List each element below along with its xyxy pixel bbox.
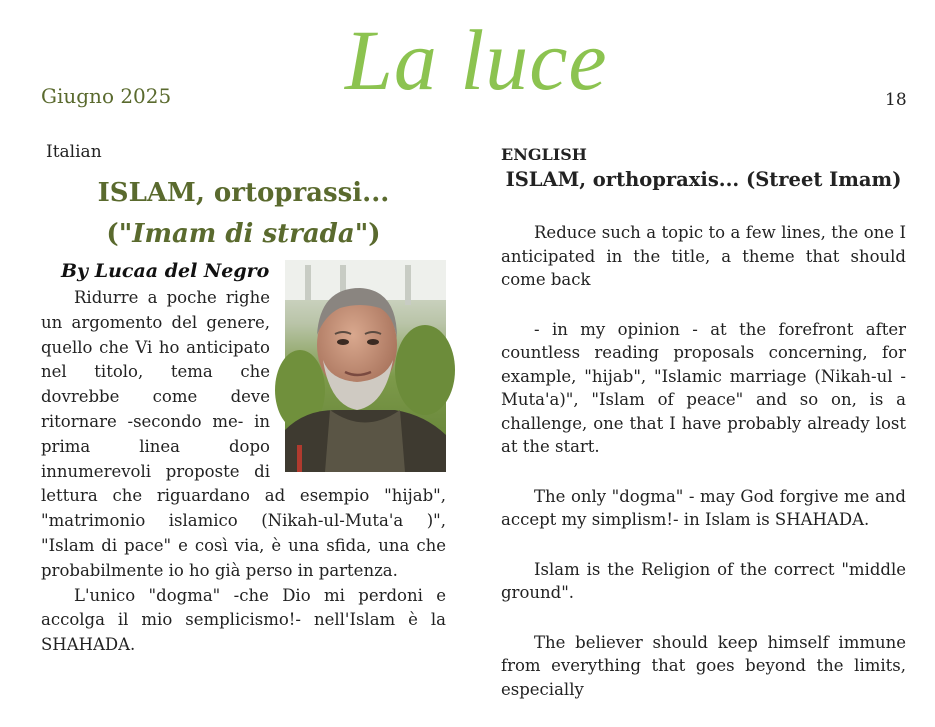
title-close-quote: ") (354, 219, 381, 249)
english-paragraph: Reduce such a topic to a few lines, the one I anticipated in the title, a theme that should come back (501, 223, 906, 289)
italian-column (41, 140, 446, 655)
italian-paragraph: Ridurre a poche righe un argomento del genere, quello che Vi ho anticipato nel titolo, tema che dovrebbe come deve ritornare -secondo me- in prima linea dopo innumerevoli proposte di lettura che riguardano ad esempio "hijab", "matrimonio islamico (Nikah-ul-Muta'a )", "Islam di pace" e così via, è una sfida, una che probabilmente io ho già perso in partenza. (41, 288, 446, 580)
page-number: 18 (885, 90, 907, 110)
italian-article-title (41, 173, 446, 255)
english-article-body (501, 221, 906, 727)
english-paragraph: The believer should keep himself immune from everything that goes beyond the limits, especially (501, 632, 906, 699)
english-paragraph: - in my opinion - at the forefront after countless reading proposals concerning, for example, "hijab", "Islamic marriage (Nikah-ul -Muta'a)", "Islam of peace" and so on, is a challenge, one that I have probably already lost at the start. (501, 319, 906, 456)
italian-article-body (41, 286, 446, 658)
italian-title-line2 (41, 214, 446, 255)
italian-paragraph: L'unico "dogma" -che Dio mi perdoni e accolga il mio semplicismo!- nell'Islam è la SHAHADA. (41, 585, 446, 655)
author-byline: By Lucaa del Negro (61, 260, 270, 282)
english-paragraph: Islam is the Religion of the correct "middle ground". (501, 559, 906, 602)
title-italic-part: Imam di strada (132, 219, 355, 249)
issue-date: Giugno 2025 (41, 84, 172, 108)
italian-language-label: Italian (46, 142, 102, 162)
english-paragraph: The only "dogma" - may God forgive me and accept my simplism!- in Islam is SHAHADA. (501, 486, 906, 529)
english-article-title: ISLAM, orthopraxis... (Street Imam) (505, 168, 902, 191)
title-open-quote: (" (106, 219, 133, 249)
english-language-label: ENGLISH (501, 145, 587, 164)
english-column (501, 140, 906, 699)
italian-title-line1: ISLAM, ortoprassi... (97, 178, 390, 208)
magazine-title: La luce (345, 12, 608, 108)
